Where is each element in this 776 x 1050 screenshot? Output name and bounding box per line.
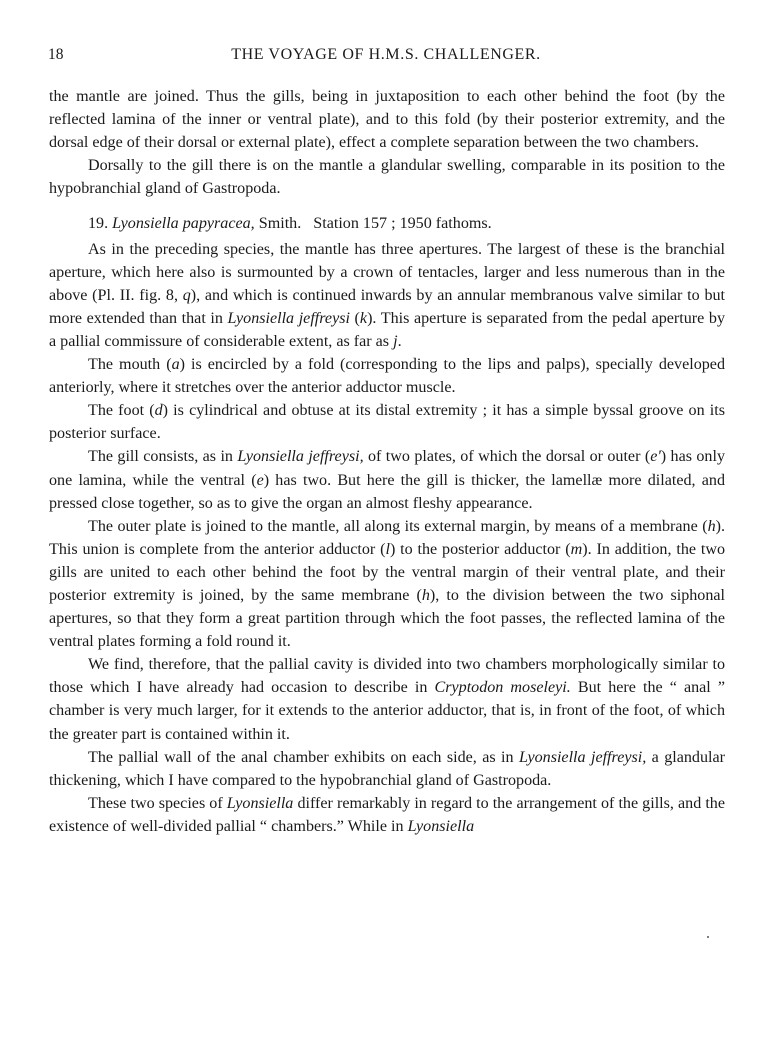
paragraph: The outer plate is joined to the mantle, all along its external margin, by means of a membrane (h). This union is complete from the anterior adductor (l) to the posterior adductor (m). In addition, the two gills are united to each other behind the foot by the ventral margin of their ventral plate, and their posterior extremity is joined, by the same membrane (h), to the division between the two siphonal apertures, so that they form a great partition through which the foot passes, the reflected lamina of the ventral plates forming a fold round it.	[49, 517, 726, 651]
page-header	[48, 46, 724, 72]
paragraph: As in the preceding species, the mantle has three apertures. The largest of these is the branchial aperture, which here also is surmounted by a crown of tentacles, larger and less numerous than in the above (Pl. II. fig. 8, q), and which is continued inwards by an annular membranous valve similar to but more extended than that in Lyonsiella jeffreysi (k). This aperture is separated from the pedal aperture by a pallial commissure of considerable extent, as far as j.	[49, 240, 726, 350]
species-heading: 19. Lyonsiella papyracea, Smith. Station 157 ; 1950 fathoms.	[88, 215, 492, 233]
paragraph: These two species of Lyonsiella differ remarkably in regard to the arrangement of the gills, and the existence of well-divided pallial “ chambers.” While in Lyonsiella	[49, 794, 725, 835]
paragraph: The foot (d) is cylindrical and obtuse at its distal extremity ; it has a simple byssal groove on its posterior surface.	[49, 402, 725, 443]
running-title: THE VOYAGE OF H.M.S. CHALLENGER.	[231, 46, 541, 63]
paragraph: The mouth (a) is encircled by a fold (corresponding to the lips and palps), specially developed anteriorly, where it stretches over the anterior adductor muscle.	[49, 356, 725, 397]
paragraph: The gill consists, as in Lyonsiella jeffreysi, of two plates, of which the dorsal or outer (e') has only one lamina, while the ventral (e) has two. But here the gill is thicker, the lamellæ more dilated, and pressed close together, so as to give the organ an almost fleshy appearance.	[49, 448, 725, 512]
paragraph: The pallial wall of the anal chamber exhibits on each side, as in Lyonsiella jeffreysi, a glandular thickening, which I have compared to the hypobranchial gland of Gastropoda.	[49, 748, 725, 789]
paragraph: We find, therefore, that the pallial cavity is divided into two chambers morphologically similar to those which I have already had occasion to describe in Cryptodon moseleyi. But here the “ anal ” chamber is very much larger, for it extends to the anterior adductor, that is, in front of the foot, of which the greater part is contained within it.	[49, 656, 726, 743]
body-text	[49, 85, 725, 838]
page-number: 18	[48, 46, 64, 63]
species-name: Lyonsiella papyracea,	[112, 215, 255, 233]
paragraph: Dorsally to the gill there is on the mantle a glandular swelling, comparable in its position to the hypobranchial gland of Gastropoda.	[49, 157, 725, 198]
speck-mark	[707, 936, 709, 938]
paragraph-continuation: the mantle are joined. Thus the gills, being in juxtaposition to each other behind the foot (by the reflected lamina of the inner or ventral plate), and to this fold (by their posterior extremity, and the dorsal edge of their dorsal or external plate), effect a complete separation between the two chambers.	[49, 88, 725, 152]
